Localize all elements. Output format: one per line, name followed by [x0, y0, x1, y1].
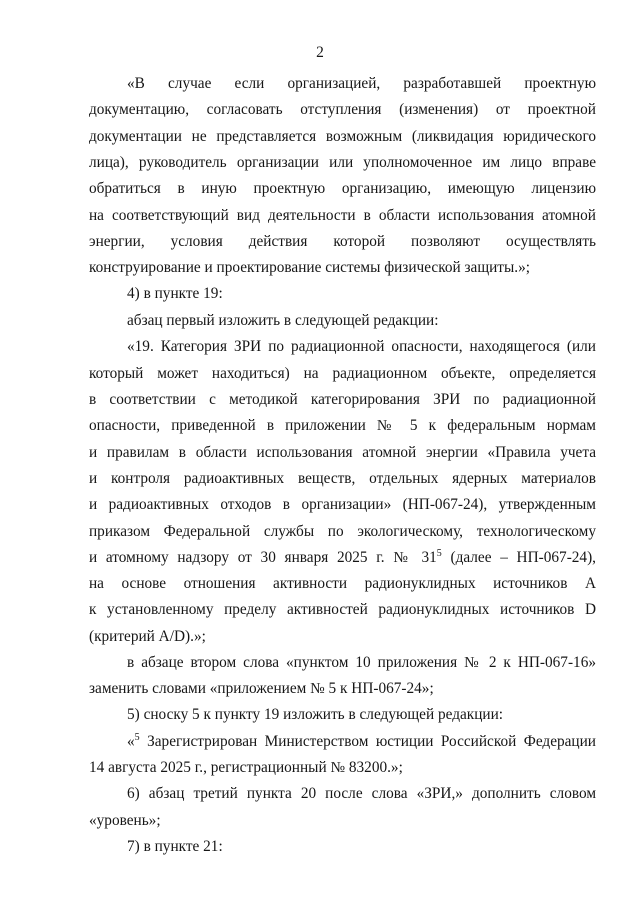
paragraph-line: лица), руководитель организации или уполномоченное им лицо вправе — [89, 154, 596, 171]
paragraph-line: заменить словами «приложением № 5 к НП-067-24»; — [89, 680, 434, 697]
paragraph-line: (критерий A/D).»; — [89, 628, 206, 645]
paragraph-line: обратиться в иную проектную организацию, имеющую лицензию — [89, 180, 596, 197]
paragraph-line: в абзаце втором слова «пунктом 10 приложения № 2 к НП-067-16» — [127, 654, 596, 671]
paragraph-line: 14 августа 2025 г., регистрационный № 83200.»; — [89, 759, 403, 776]
paragraph-line: документацию, согласовать отступления (изменения) от проектной — [89, 101, 596, 118]
paragraph-line: «В случае если организацией, разработавшей проектную — [127, 75, 596, 92]
paragraph-line — [127, 732, 596, 752]
paragraph-line: опасности, приведенной в приложении № 5 к федеральным нормам — [89, 417, 596, 434]
list-item-7: 7) в пункте 21: — [127, 838, 223, 855]
paragraph-line: на соответствующий вид деятельности в области использования атомной — [89, 207, 596, 224]
paragraph-line: и радиоактивных отходов в организации» (НП-067-24), утвержденным — [89, 496, 596, 513]
paragraph-line: и правилам в области использования атомной энергии «Правила учета — [89, 444, 596, 461]
paragraph-line: документации не представляется возможным (ликвидация юридического — [89, 128, 596, 145]
paragraph-line: энергии, условия действия которой позволяют осуществлять — [89, 233, 596, 250]
paragraph-line: конструирование и проектирование системы физической защиты.»; — [89, 259, 530, 276]
paragraph-line: который может находиться) на радиационном объекте, определяется — [89, 365, 596, 382]
paragraph-line: на основе отношения активности радионуклидных источников А — [89, 575, 596, 592]
footnote-reference: 5 — [436, 547, 442, 559]
list-item-4-instruction: абзац первый изложить в следующей редакции: — [127, 312, 439, 329]
paragraph-line: «уровень»; — [89, 812, 161, 829]
list-item-4: 4) в пункте 19: — [127, 285, 223, 302]
paragraph-text: и атомному надзору от 30 января 2025 г. № 31 — [89, 549, 437, 566]
paragraph-text: (далее – НП-067-24), — [441, 549, 596, 566]
paragraph-line — [89, 548, 596, 568]
quote-mark: « — [127, 733, 135, 750]
footnote-reference: 5 — [134, 731, 140, 743]
page-number: 2 — [316, 44, 324, 61]
paragraph-text: Зарегистрирован Министерством юстиции Российской Федерации — [139, 733, 596, 750]
paragraph-line: «19. Категория ЗРИ по радиационной опасности, находящегося (или — [127, 338, 596, 355]
paragraph-line: в соответствии с методикой категорирования ЗРИ по радиационной — [89, 391, 596, 408]
list-item-5: 5) сноску 5 к пункту 19 изложить в следующей редакции: — [127, 706, 504, 723]
paragraph-line: к установленному пределу активностей радионуклидных источников D — [89, 601, 596, 618]
paragraph-line: и контроля радиоактивных веществ, отдельных ядерных материалов — [89, 470, 596, 487]
paragraph-line: приказом Федеральной службы по экологическому, технологическому — [89, 523, 596, 540]
list-item-6: 6) абзац третий пункта 20 после слова «ЗРИ,» дополнить словом — [127, 785, 596, 802]
